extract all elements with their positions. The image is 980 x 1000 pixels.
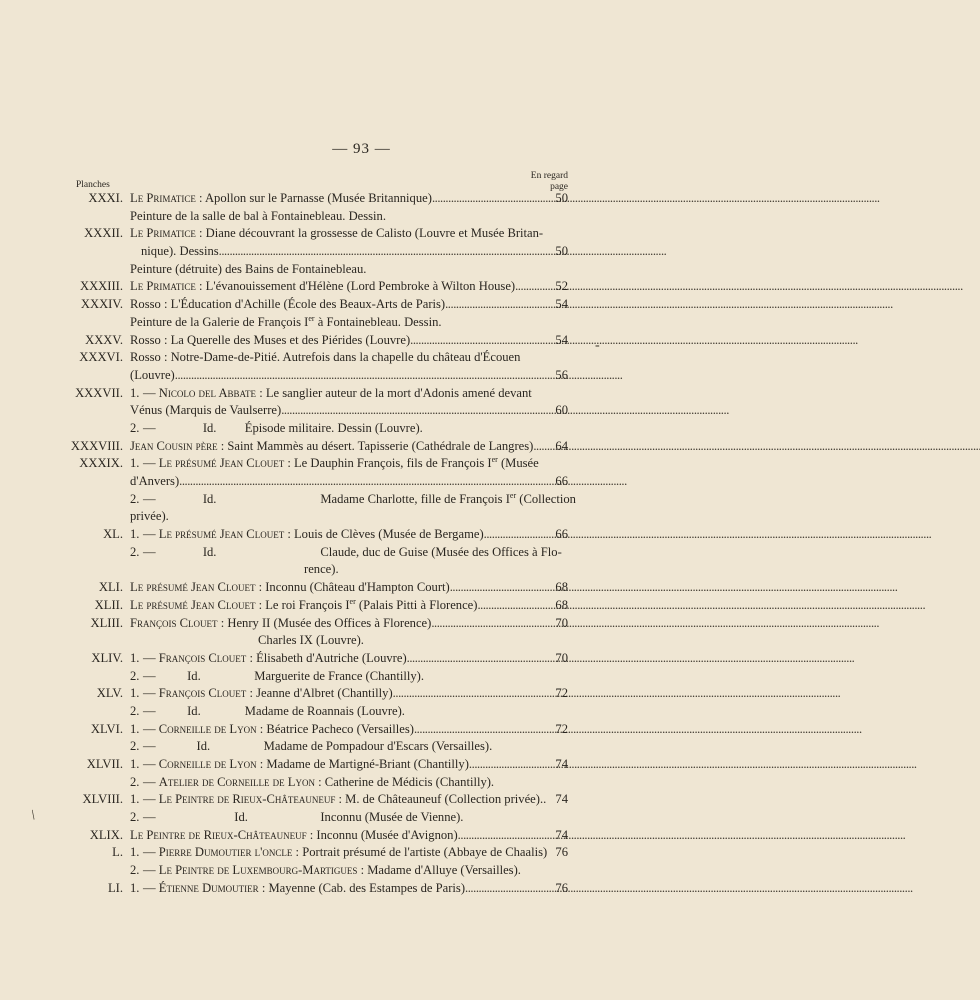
entry-text: — Id. Madame de Pompadour d'Escars (Versailles). [143,739,493,754]
entry-text: — Atelier de Corneille de Lyon : Catherine de Médicis (Chantilly). [143,774,495,789]
plate-number: XXXIII. [79,279,123,294]
entry-description [143,526,540,544]
list-item [0,385,723,403]
list-item [0,455,723,473]
list-item [0,438,723,456]
entry-text: — François Clouet : Élisabeth d'Autriche (Louvre) [143,650,407,665]
plates-list [0,190,723,898]
entry-text: Le Peintre de Rieux-Châteauneuf : Inconnu (Musée d'Avignon) [130,827,458,842]
plate-number: XLVIII. [82,792,123,807]
leader-dots [484,526,930,544]
entry-text: rence). [304,562,339,577]
sub-number: 1. [130,792,140,807]
plate-number: L. [112,845,123,860]
page-reference: 72 [555,721,568,736]
plate-number: XLIV. [91,650,123,665]
page-reference: 66 [555,527,568,542]
header-page: page [550,182,568,192]
page-reference: 54 [555,332,568,347]
entry-description [141,243,540,261]
entry-description [143,544,568,562]
entry-description [130,190,540,208]
list-item [0,208,723,226]
page-reference: 72 [555,686,568,701]
list-item [0,597,723,615]
leader-dots [458,827,904,845]
leader-dots [450,579,896,597]
entry-description [130,349,568,367]
entry-description [143,791,547,809]
plate-number: XXXIX. [79,456,123,471]
sub-number: 1. [130,845,140,860]
page-reference: 50 [555,191,568,205]
entry-description [143,685,540,703]
plate-number: XXXII. [84,226,123,241]
sub-number: 2. [130,739,140,754]
leader-dots [533,438,979,456]
sub-number: 2. [130,668,140,683]
sub-number: 1. [130,686,140,701]
entry-text: Peinture de la Galerie de François Ier à Fontainebleau. Dessin. [130,313,442,329]
page-reference: 52 [555,279,568,294]
plate-number: XLV. [96,686,123,701]
entry-text: Peinture de la salle de bal à Fontainebleau. Dessin. [130,208,386,223]
entry-text: — Le présumé Jean Clouet : Le Dauphin François, fils de François Ier (Musée [143,455,539,471]
list-item [0,827,723,845]
leader-dots [432,190,878,208]
plate-number: XLI. [98,580,123,595]
leader-dots [469,756,915,774]
list-item [0,809,723,827]
list-item [0,844,723,862]
entry-text: nique). Dessins [141,244,219,259]
entry-description [130,438,540,456]
entry-text: — Le Peintre de Rieux-Châteauneuf : M. de Châteauneuf (Collection privée).. [143,792,547,807]
plate-number: XXXVI. [79,350,123,365]
entry-text: (Louvre) [130,367,175,382]
page-reference: 70 [555,650,568,665]
entry-description [130,314,568,332]
entry-description [143,721,540,739]
entry-text: — Le présumé Jean Clouet : Louis de Clèves (Musée de Bergame) [143,527,484,542]
plate-number: XXXV. [85,332,123,347]
page-reference: 76 [555,880,568,895]
entry-text: Jean Cousin père : Saint Mammès au désert. Tapisserie (Cathédrale de Langres) [130,438,534,453]
entry-description [130,827,540,845]
header-en-regard: En regard [530,171,568,181]
list-item [0,491,723,509]
entry-description [130,332,540,350]
entry-description [130,225,568,243]
list-item [0,243,723,261]
list-item [0,650,723,668]
entry-description [143,774,568,792]
entry-text: Le Primatice : Diane découvrant la grossesse de Calisto (Louvre et Musée Britan- [130,226,544,241]
entry-description [130,278,540,296]
list-item [0,880,723,898]
plate-number: XL. [103,527,123,542]
page-reference: 64 [555,438,568,453]
margin-mark: - [595,338,600,353]
entry-description [130,208,568,226]
page-reference: 70 [555,615,568,630]
list-item [0,314,723,332]
list-item [0,668,723,686]
plate-number: XLII. [94,597,123,612]
leader-dots [445,296,891,314]
list-item [0,544,723,562]
page-reference: 74 [555,827,568,842]
list-item [0,225,723,243]
sub-number: 2. [130,420,140,435]
entry-description [130,579,540,597]
entry-text: Le Primatice : L'évanouissement d'Hélène (Lord Pembroke à Wilton House) [130,279,516,294]
sub-number: 1. [130,456,140,471]
entry-description [130,402,540,420]
page-reference: 66 [555,474,568,488]
page-reference: 76 [555,845,568,860]
leader-dots [219,243,665,261]
sub-number: 1. [130,385,140,400]
entry-text: privée). [130,509,169,524]
sub-number: 2. [130,491,140,506]
entry-text: d'Anvers) [130,474,180,488]
list-item [0,721,723,739]
leader-dots [431,615,877,633]
entry-text: Vénus (Marquis de Vaulserre) [130,403,282,418]
list-item [0,703,723,721]
page-reference: 60 [555,403,568,418]
list-item [0,791,723,809]
entry-text: Le présumé Jean Clouet : Inconnu (Château d'Hampton Court) [130,580,450,595]
entry-description [143,880,540,898]
entry-description [143,420,568,438]
list-item [0,756,723,774]
entry-description [143,455,568,473]
margin-stroke: / [28,808,40,824]
list-item [0,632,723,650]
sub-number: 1. [130,650,140,665]
plate-number: LI. [107,880,123,895]
sub-number: 1. [130,880,140,895]
entry-description [143,809,568,827]
leader-dots [414,721,860,739]
plate-number: XLIII. [90,615,123,630]
sub-number: 2. [130,544,140,559]
page-reference: 74 [555,757,568,771]
column-header-planches: Planches [76,180,110,190]
leader-dots [407,650,853,668]
entry-text: — Corneille de Lyon : Béatrice Pacheco (Versailles) [143,721,414,736]
sub-number: 2. [130,863,140,878]
page-number: — 93 — [332,141,391,157]
plate-number: XLIX. [89,827,123,842]
entry-text: — Id. Madame de Roannais (Louvre). [143,703,405,718]
leader-dots [281,402,727,420]
entry-description [130,367,540,385]
entry-text: François Clouet : Henry II (Musée des Offices à Florence) [130,615,432,630]
list-item [0,420,723,438]
list-item [0,278,723,296]
page-reference: 68 [555,580,568,595]
list-item [0,349,723,367]
entry-text: Charles IX (Louvre). [258,633,364,648]
list-item [0,402,723,420]
entry-description [130,261,568,279]
entry-text: — Id. Épisode militaire. Dessin (Louvre). [143,420,423,435]
list-item [0,526,723,544]
entry-text: Le présumé Jean Clouet : Le roi François Ier (Palais Pitti à Florence) [130,596,478,612]
leader-dots [477,597,923,615]
list-item [0,296,723,314]
list-item [0,862,723,880]
entry-description [258,632,568,650]
entry-text: Rosso : Notre-Dame-de-Pitié. Autrefois dans la chapelle du château d'Écouen [130,350,521,365]
list-item [0,579,723,597]
entry-description [130,508,568,526]
entry-description [304,561,568,579]
entry-text: Rosso : L'Éducation d'Achille (École des Beaux-Arts de Paris) [130,297,446,312]
entry-description [143,756,540,774]
entry-description [130,296,540,314]
entry-description [143,650,540,668]
entry-text: — Corneille de Lyon : Madame de Martigné-Briant (Chantilly) [143,757,469,771]
plate-number: XXXI. [88,191,123,205]
plate-number: XLVII. [86,757,123,771]
leader-dots [465,880,911,898]
plate-number: XLVI. [90,721,123,736]
leader-dots [515,278,961,296]
leader-dots [393,685,839,703]
sub-number: 1. [130,527,140,542]
sub-number: 2. [130,774,140,789]
entry-text: — Id. Claude, duc de Guise (Musée des Offices à Flo- [143,544,562,559]
entry-description [143,490,576,509]
entry-text: — Id. Marguerite de France (Chantilly). [143,668,424,683]
sub-number: 1. [130,721,140,736]
entry-text: — Étienne Dumoutier : Mayenne (Cab. des Estampes de Paris) [143,880,466,895]
plate-number: XXXVIII. [70,438,123,453]
list-item [0,367,723,385]
entry-description [130,615,540,633]
page-reference: 54 [555,297,568,312]
entry-text: — Id. Inconnu (Musée de Vienne). [143,810,464,825]
list-item [0,332,723,350]
entry-description [143,668,568,686]
entry-description [143,385,568,403]
sub-number: 2. [130,810,140,825]
entry-text: Le Primatice : Apollon sur le Parnasse (Musée Britannique) [130,191,432,205]
page-reference: 74 [555,792,568,807]
list-item [0,190,723,208]
entry-text: — Pierre Dumoutier l'oncle : Portrait présumé de l'artiste (Abbaye de Chaalis) [143,845,548,860]
entry-text: — François Clouet : Jeanne d'Albret (Chantilly) [143,686,393,701]
list-item [0,615,723,633]
plate-number: XXXIV. [80,297,123,312]
entry-description [143,703,568,721]
sub-number: 2. [130,703,140,718]
list-item [0,473,723,491]
page-reference: 50 [555,244,568,259]
entry-description [130,597,540,615]
list-item [0,261,723,279]
sub-number: 1. [130,757,140,771]
list-item [0,738,723,756]
entry-text: — Le Peintre de Luxembourg-Martigues : Madame d'Alluye (Versailles). [143,863,521,878]
list-item [0,685,723,703]
entry-description [143,844,548,862]
leader-dots [410,332,856,350]
entry-text: — Id. Madame Charlotte, fille de François Ier (Collection [143,490,576,506]
list-item [0,508,723,526]
entry-text: Peinture (détruite) des Bains de Fontainebleau. [130,261,367,276]
entry-description [130,473,540,491]
entry-description [143,738,568,756]
list-item [0,774,723,792]
entry-text: — Nicolo del Abbate : Le sanglier auteur de la mort d'Adonis amené devant [143,385,532,400]
entry-text: Rosso : La Querelle des Muses et des Piérides (Louvre) [130,332,411,347]
page-reference: 68 [555,597,568,612]
plate-number: XXXVII. [75,385,123,400]
leader-dots [175,367,621,385]
entry-description [143,862,568,880]
page-reference: 56 [555,367,568,382]
list-item [0,561,723,579]
